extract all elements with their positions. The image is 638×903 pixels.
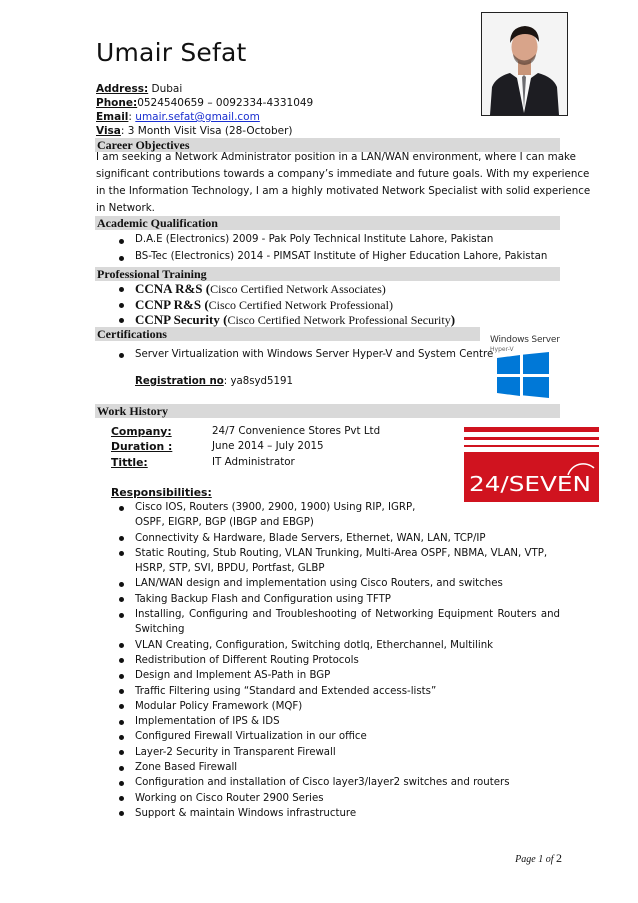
list-item	[117, 297, 455, 313]
training-list	[117, 281, 455, 328]
email-line	[96, 111, 260, 123]
list-item	[117, 312, 455, 328]
list-item: LAN/WAN design and implementation using Cisco Routers, and switches	[117, 576, 560, 591]
training-desc: Cisco Certified Network Professional)	[208, 297, 393, 312]
visa-label: Visa	[96, 125, 121, 137]
page-total: 2	[556, 851, 562, 865]
windows-server-logo-subtitle: Hyper-V	[490, 346, 514, 353]
phone-line	[96, 97, 313, 109]
email-label: Email	[96, 111, 129, 123]
training-tail: )	[450, 312, 456, 327]
list-item: Configuration and installation of Cisco layer3/layer2 switches and routers	[117, 775, 560, 790]
registration-line	[135, 376, 293, 387]
address-label: Address:	[96, 83, 149, 95]
list-item: Implementation of IPS & IDS	[117, 714, 560, 729]
career-line: significant contributions towards a company’s immediate and future goals. With my experience	[96, 168, 590, 180]
24-seven-logo	[464, 425, 599, 502]
list-item: Redistribution of Different Routing Protocols	[117, 653, 560, 668]
page-of: of	[543, 854, 556, 865]
duration-label: Duration :	[111, 440, 173, 453]
phone-value: 0524540659 – 0092334-4331049	[137, 97, 314, 109]
list-item: Modular Policy Framework (MQF)	[117, 699, 560, 714]
duration-value: June 2014 – July 2015	[212, 440, 324, 452]
address-value: Dubai	[148, 83, 183, 95]
list-item: Taking Backup Flash and Configuration using TFTP	[117, 592, 560, 607]
career-objectives-heading: Career Objectives	[95, 138, 560, 152]
list-item: VLAN Creating, Configuration, Switching dotlq, Etherchannel, Multilink	[117, 638, 560, 653]
responsibilities-list	[117, 500, 560, 821]
academic-heading: Academic Qualification	[95, 216, 560, 230]
list-item: Layer-2 Security in Transparent Firewall	[117, 745, 560, 760]
24-seven-logo-text: 24/SEVEN	[469, 472, 591, 496]
career-objectives-text	[96, 149, 591, 217]
list-item: Installing, Configuring and Troubleshooting of Networking Equipment Routers and Switching	[117, 607, 560, 638]
training-desc: Cisco Certified Network Associates)	[210, 282, 386, 296]
title-value: IT Administrator	[212, 456, 295, 468]
list-item	[117, 281, 455, 297]
list-item: Connectivity & Hardware, Blade Servers, Ethernet, WAN, LAN, TCP/IP	[117, 531, 560, 546]
phone-label: Phone:	[96, 97, 138, 109]
resp-text: Cisco IOS, Routers (3900, 2900, 1900) Using RIP, IGRP, OSPF, EIGRP, BGP (IBGP and EBGP)	[135, 502, 416, 529]
windows-server-logo-title: Windows Server	[490, 335, 560, 345]
list-item: Zone Based Firewall	[117, 760, 560, 775]
company-label: Company:	[111, 425, 172, 438]
list-item: Design and Implement AS-Path in BGP	[117, 668, 560, 683]
candidate-name: Umair Sefat	[96, 38, 247, 67]
company-value: 24/7 Convenience Stores Pvt Ltd	[212, 425, 381, 437]
address-line	[96, 83, 182, 95]
list-item: D.A.E (Electronics) 2009 - Pak Poly Technical Institute Lahore, Pakistan	[117, 233, 547, 250]
list-item: Traffic Filtering using “Standard and Extended access-lists”	[117, 684, 560, 699]
training-name: CCNP Security (	[135, 312, 228, 327]
career-line: in the Information Technology, I am a highly motivated Network Specialist with solid experience	[96, 185, 591, 197]
list-item: Static Routing, Stub Routing, VLAN Trunking, Multi-Area OSPF, NBMA, VLAN, VTP, HSRP, STP, SVI, BPDU, Portfast, GLBP	[117, 546, 560, 577]
career-line: in Network.	[96, 202, 155, 214]
email-separator: :	[128, 111, 136, 123]
certifications-list	[117, 347, 493, 362]
training-desc: Cisco Certified Network Professional Security	[227, 313, 451, 327]
training-name: CCNA R&S (	[135, 281, 211, 296]
responsibilities-heading: Responsibilities:	[111, 486, 212, 499]
certifications-heading: Certifications	[95, 327, 480, 341]
list-item: Support & maintain Windows infrastructure	[117, 806, 560, 821]
career-line: I am seeking a Network Administrator position in a LAN/WAN environment, where I can make	[96, 151, 576, 163]
list-item	[117, 500, 560, 531]
list-item: Working on Cisco Router 2900 Series	[117, 791, 560, 806]
title-label: Tittle:	[111, 456, 148, 469]
visa-line	[96, 125, 293, 137]
list-item: Server Virtualization with Windows Server Hyper-V and System Centre	[117, 347, 493, 362]
visa-value: : 3 Month Visit Visa (28-October)	[120, 125, 293, 137]
page-number	[515, 851, 562, 866]
page-prefix: Page	[515, 854, 539, 865]
page-current: 1	[538, 854, 544, 865]
registration-value: : ya8syd5191	[223, 376, 293, 387]
list-item: BS-Tec (Electronics) 2014 - PIMSAT Institute of Higher Education Lahore, Pakistan	[117, 250, 547, 267]
work-history-heading: Work History	[95, 404, 560, 418]
training-heading: Professional Training	[95, 267, 560, 281]
registration-label: Registration no	[135, 376, 224, 387]
training-name: CCNP R&S (	[135, 296, 209, 312]
email-link[interactable]: umair.sefat@gmail.com	[135, 111, 260, 123]
list-item: Configured Firewall Virtualization in our office	[117, 729, 560, 744]
academic-list	[117, 233, 547, 267]
profile-photo	[481, 12, 568, 116]
windows-logo-icon	[495, 352, 551, 398]
